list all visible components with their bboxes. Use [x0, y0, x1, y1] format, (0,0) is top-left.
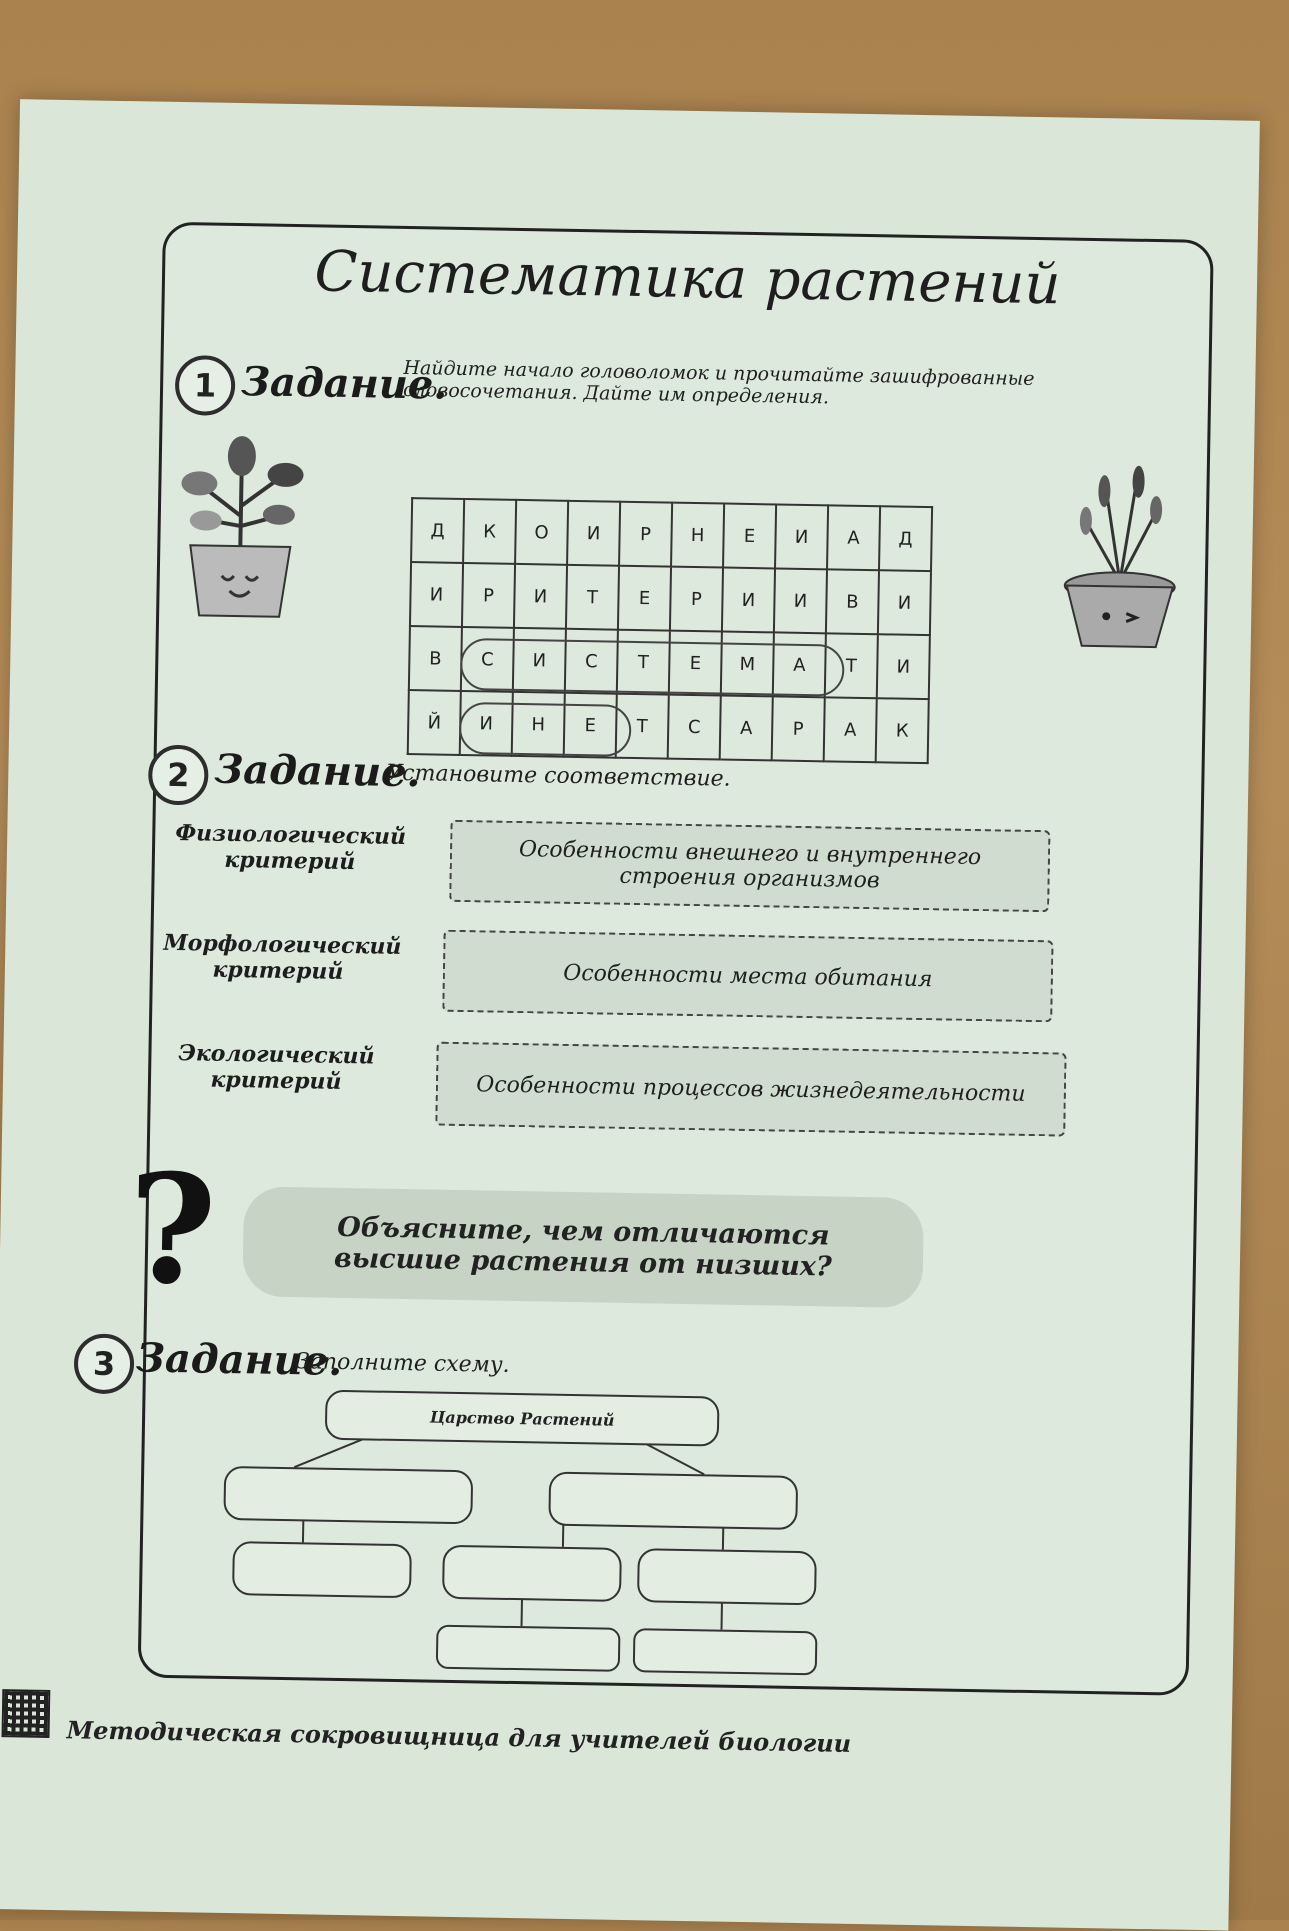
grid-cell[interactable]: Р — [670, 567, 723, 632]
grid-cell[interactable]: И — [775, 504, 828, 569]
question-bubble: Объясните, чем отличаются высшие растения от низших? — [242, 1186, 924, 1308]
grid-cell[interactable]: Т — [616, 694, 669, 759]
grid-cell[interactable]: И — [410, 562, 463, 627]
scheme-box-level2-a[interactable] — [232, 1541, 412, 1598]
grid-cell[interactable]: А — [720, 695, 773, 760]
grid-cell[interactable]: А — [824, 697, 877, 762]
scheme-root-kingdom-plants: Царство Растений — [325, 1390, 720, 1447]
task3-text: Заполните схему. — [296, 1349, 510, 1378]
grid-cell[interactable]: И — [878, 570, 931, 635]
grid-cell[interactable]: С — [668, 695, 721, 760]
grid-cell[interactable]: Е — [564, 693, 617, 758]
scheme-box-level3-right[interactable] — [633, 1628, 818, 1675]
worksheet-paper — [0, 99, 1260, 1930]
grid-cell[interactable]: В — [409, 626, 462, 691]
grid-cell[interactable]: Н — [512, 692, 565, 757]
grid-cell[interactable]: Д — [879, 506, 932, 571]
task1-label: Задание. — [241, 358, 448, 409]
grid-cell[interactable]: Т — [825, 633, 878, 698]
definition-box-life-processes[interactable]: Особенности процессов жизнедеятельности — [435, 1042, 1066, 1137]
grid-cell[interactable]: И — [513, 628, 566, 693]
grid-cell[interactable]: С — [461, 627, 514, 692]
grid-cell[interactable]: Р — [462, 563, 515, 628]
scheme-box-level2-c[interactable] — [637, 1548, 817, 1605]
criterion-physiological: Физиологический критерий — [175, 820, 406, 876]
question-mark-icon: ? — [127, 1154, 217, 1306]
grid-cell[interactable]: С — [565, 629, 618, 694]
page-title: Систематика растений — [165, 237, 1211, 320]
grid-cell[interactable]: Р — [619, 502, 672, 567]
scheme-box-level1-left[interactable] — [223, 1466, 473, 1524]
task1-number-badge: 1 — [175, 355, 236, 416]
footer-caption: Методическая сокровищница для учителей биологии — [66, 1715, 851, 1758]
worksheet-frame — [138, 222, 1214, 1696]
grid-cell[interactable]: Н — [671, 503, 724, 568]
grid-cell[interactable]: Д — [411, 498, 464, 563]
task2-label: Задание. — [214, 746, 421, 797]
grid-cell[interactable]: В — [826, 569, 879, 634]
task2-text: Установите соответствие. — [386, 761, 731, 792]
grid-cell[interactable]: А — [827, 505, 880, 570]
criterion-morphological: Морфологический критерий — [163, 930, 394, 986]
task1-text: Найдите начало головоломок и прочитайте зашифрованные словосочетания. Дайте им определения. — [403, 357, 1184, 415]
grid-cell[interactable]: Т — [617, 630, 670, 695]
scheme-box-level1-right[interactable] — [548, 1472, 798, 1530]
grid-cell[interactable]: И — [460, 691, 513, 756]
grid-cell[interactable]: И — [774, 568, 827, 633]
grid-cell[interactable]: О — [515, 500, 568, 565]
criterion-ecological: Экологический критерий — [161, 1040, 392, 1096]
scheme-box-level2-b[interactable] — [442, 1545, 622, 1602]
grid-cell[interactable]: Е — [618, 566, 671, 631]
grid-cell[interactable]: И — [514, 564, 567, 629]
grid-cell[interactable]: М — [721, 632, 774, 697]
scheme-box-level3-left[interactable] — [436, 1625, 621, 1672]
grid-cell[interactable]: И — [722, 568, 775, 633]
definition-box-habitat[interactable]: Особенности места обитания — [442, 930, 1053, 1023]
grid-cell[interactable]: Е — [669, 631, 722, 696]
grid-cell[interactable]: И — [567, 501, 620, 566]
task2-number-badge: 2 — [148, 745, 209, 806]
grid-cell[interactable]: Т — [566, 565, 619, 630]
grid-cell[interactable]: А — [773, 632, 826, 697]
task3-number-badge: 3 — [74, 1333, 135, 1394]
task3-label: Задание. — [136, 1334, 343, 1385]
grid-cell[interactable]: И — [877, 634, 930, 699]
grid-cell[interactable]: Й — [408, 690, 461, 755]
grid-cell[interactable]: К — [876, 698, 929, 763]
grid-cell[interactable]: К — [463, 499, 516, 564]
qr-code-icon — [2, 1689, 51, 1738]
definition-box-structure[interactable]: Особенности внешнего и внутреннего строения организмов — [449, 820, 1050, 912]
grid-cell[interactable]: Е — [723, 504, 776, 569]
grid-cell[interactable]: Р — [772, 696, 825, 761]
